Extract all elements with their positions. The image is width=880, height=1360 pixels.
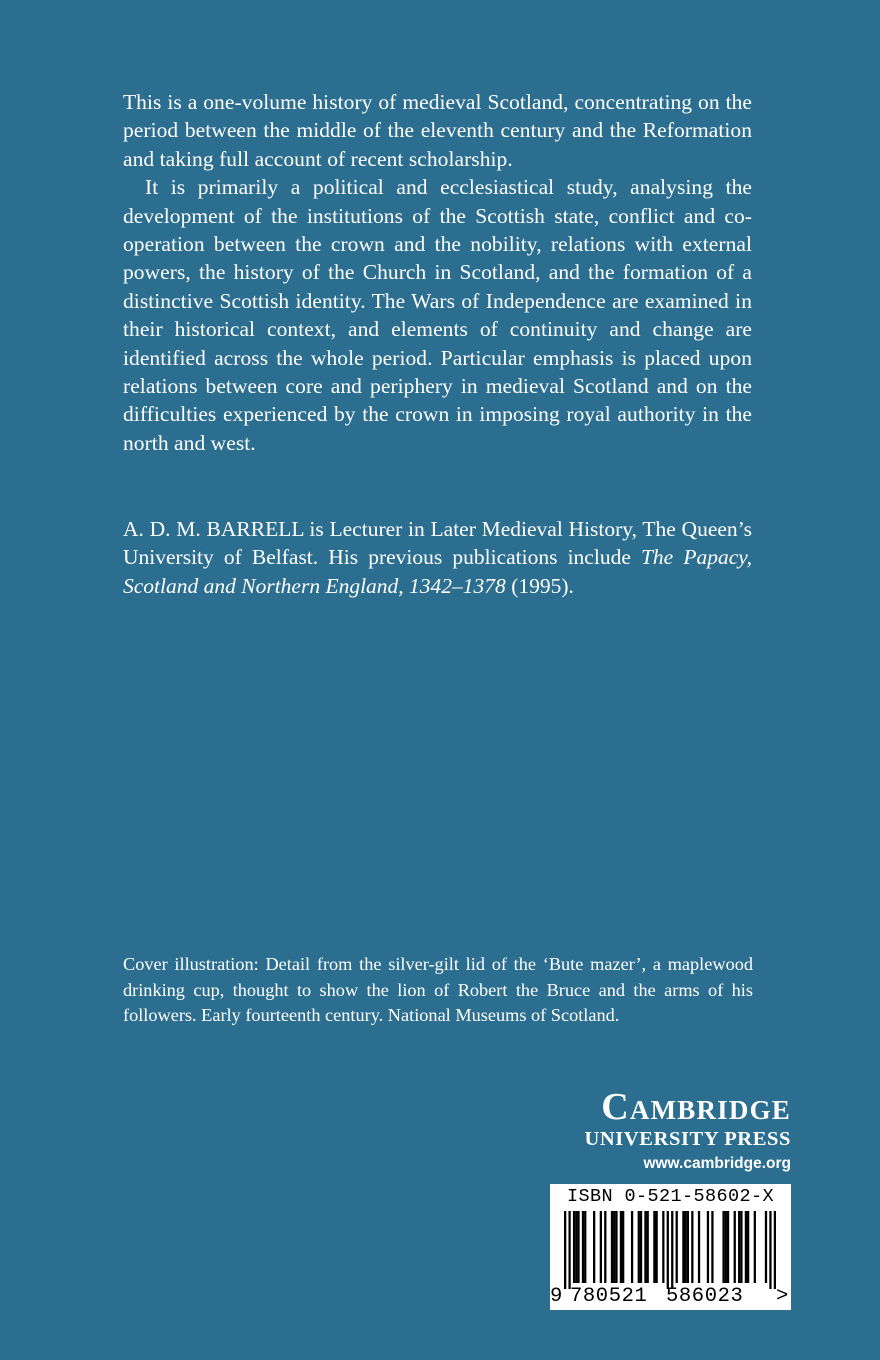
barcode-bar xyxy=(615,1211,617,1283)
previous-publication-title: The Papacy, Scotland and Northern England, 1342–1378 xyxy=(123,545,752,598)
barcode-bar xyxy=(676,1211,678,1283)
ean-quiet-zone-mark: > xyxy=(776,1285,789,1308)
ean-lead-digit: 9 xyxy=(550,1285,563,1308)
blurb-paragraph-2: It is primarily a political and ecclesiastical study, analysing the development of the institutions of the Scottish state, conflict and co-operation between the crown and the nobility, relations with external powers, the history of the Church in Scotland, and the formation of a distinctive Scottish identity. The Wars of Independence are examined in their historical context, and elements of continuity and change are identified across the whole period. Particular emphasis is placed upon relations between core and periphery in medieval Scotland and on the difficulties experienced by the crown in imposing royal authority in the north and west. xyxy=(123,175,752,455)
barcode-bar xyxy=(584,1211,586,1283)
ean-left-digits: 780521 xyxy=(570,1285,648,1308)
barcode-guard-bar xyxy=(769,1211,771,1289)
caption-text: Cover illustration: Detail from the silver-gilt lid of the ‘Bute mazer’, a maplewood drinking cup, thought to show the lion of Robert the Bruce and the arms of his followers. Early fourteenth century. National Museums of Scotland. xyxy=(123,954,753,1026)
barcode-bar xyxy=(685,1211,687,1283)
barcode-bar xyxy=(740,1211,742,1283)
author-bio xyxy=(123,515,752,600)
barcode-bar xyxy=(727,1211,729,1283)
barcode-bar xyxy=(734,1211,736,1283)
barcode-bar xyxy=(593,1211,595,1283)
author-bio-text: A. D. M. BARRELL is Lecturer in Later Medieval History, The Queen’s University of Belfast. His previous publications include xyxy=(123,517,752,570)
cover-illustration-caption xyxy=(123,952,753,1029)
barcode-bar xyxy=(747,1211,749,1283)
barcode-bar xyxy=(682,1211,684,1283)
barcode-bar xyxy=(575,1211,577,1283)
barcode-bar xyxy=(754,1211,756,1283)
barcode-bar xyxy=(631,1211,633,1283)
barcode-guard-bar xyxy=(568,1211,570,1289)
barcode-guard-bar xyxy=(774,1211,776,1289)
barcode-bar xyxy=(655,1211,657,1283)
publisher-url: www.cambridge.org xyxy=(643,1155,791,1172)
barcode-bar xyxy=(698,1211,700,1283)
blurb-paragraph-1: This is a one-volume history of medieval Scotland, concentrating on the period between the middle of the eleventh century and the Reformation and taking full account of recent scholarship. xyxy=(123,90,752,171)
publisher-subtitle: UNIVERSITY PRESS xyxy=(584,1128,791,1150)
publisher-name: Cambridge xyxy=(601,1086,791,1128)
barcode-bars xyxy=(564,1211,776,1289)
ean-right-digits: 586023 xyxy=(666,1285,744,1308)
barcode-bar xyxy=(738,1211,740,1283)
barcode-bar xyxy=(604,1211,606,1283)
isbn-label: ISBN 0-521-58602-X xyxy=(566,1186,775,1207)
author-bio-year: (1995). xyxy=(505,573,574,598)
barcode-bar xyxy=(725,1211,727,1283)
barcode-guard-bar xyxy=(667,1211,669,1289)
barcode-bar xyxy=(765,1211,767,1283)
barcode-bar xyxy=(573,1211,575,1283)
barcode-bar xyxy=(582,1211,584,1283)
barcode-bar xyxy=(638,1211,640,1283)
barcode-bar xyxy=(613,1211,615,1283)
barcode-bar xyxy=(722,1211,724,1283)
ean-digits xyxy=(550,1285,791,1309)
barcode-bar xyxy=(691,1211,693,1283)
barcode-bar xyxy=(687,1211,689,1283)
barcode-bar xyxy=(644,1211,646,1283)
barcode-bar xyxy=(653,1211,655,1283)
author-bio-paragraph xyxy=(123,515,752,600)
barcode-bar xyxy=(640,1211,642,1283)
barcode-bar xyxy=(707,1211,709,1283)
barcode-bar xyxy=(620,1211,622,1283)
barcode-bar xyxy=(622,1211,624,1283)
barcode-bar xyxy=(647,1211,649,1283)
barcode-bar xyxy=(711,1211,713,1283)
blurb xyxy=(123,88,752,457)
barcode-bar xyxy=(611,1211,613,1283)
barcode-bar xyxy=(662,1211,664,1283)
barcode-bar xyxy=(600,1211,602,1283)
barcode-bar xyxy=(577,1211,579,1283)
barcode-guard-bar xyxy=(671,1211,673,1289)
isbn-barcode xyxy=(550,1184,791,1310)
barcode-bar xyxy=(745,1211,747,1283)
publisher-logo xyxy=(585,1088,792,1176)
barcode-guard-bar xyxy=(564,1211,566,1289)
